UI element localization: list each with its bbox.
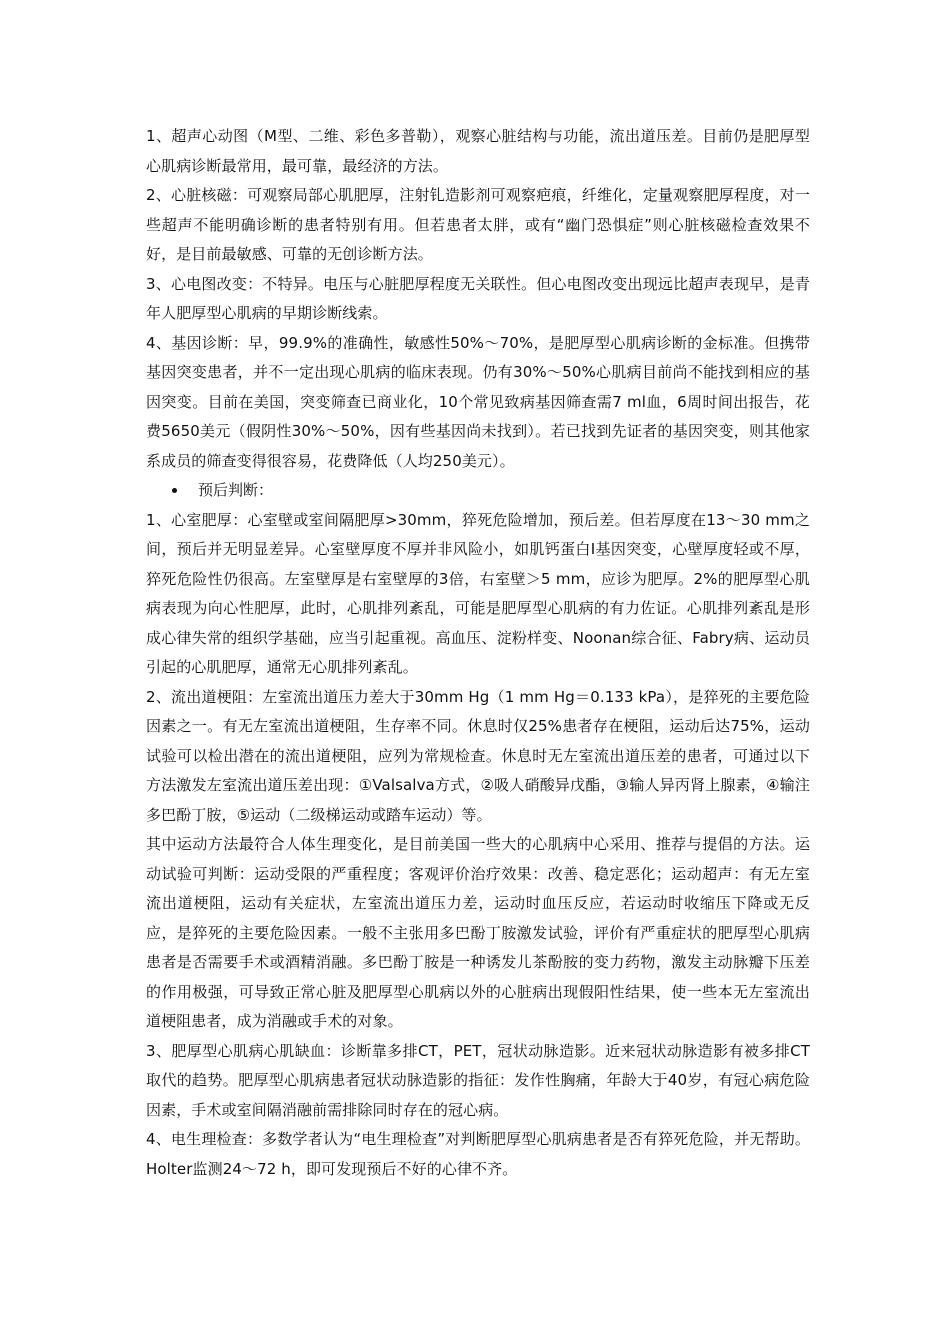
bullet-dot-icon [172,488,177,493]
paragraph-myocardial-ischemia: 3、肥厚型心肌病心肌缺血：诊断靠多排CT，PET，冠状动脉造影。近来冠状动脉造影有被多排CT取代的趋势。肥厚型心肌病患者冠状动脉造影的指征：发作性胸痛，年龄大于40岁，有冠心病危险因素，手术或室间隔消融前需排除同时存在的冠心病。 [146,1041,810,1119]
bullet-heading [146,476,810,506]
paragraph-echocardiography: 1、超声心动图（M型、二维、彩色多普勒），观察心脏结构与功能，流出道压差。目前仍是肥厚型心肌病诊断最常用，最可靠，最经济的方法。 [146,127,810,175]
paragraph-genetic-diagnosis: 4、基因诊断：早，99.9%的准确性，敏感性50%～70%，是肥厚型心肌病诊断的金标准。但携带基因突变患者，并不一定出现心肌病的临床表现。仍有30%～50%心肌病目前尚不能找到相应的基因突变。目前在美国，突变筛查已商业化，10个常见致病基因筛查需7 ml血，6周时间出报告，花费5650美元（假阴性30%～50%，因有些基因尚未找到）。若已找到先证者的基因突变，则其他家系成员的筛查变得很容易，花费降低（人均250美元）。 [146,333,810,470]
paragraph-ecg: 3、心电图改变：不特异。电压与心脏肥厚程度无关联性。但心电图改变出现远比超声表现早，是青年人肥厚型心肌病的早期诊断线索。 [146,274,810,322]
document-page [146,122,810,1184]
paragraph-ventricular-hypertrophy: 1、心室肥厚：心室壁或室间隔肥厚>30mm，猝死危险增加，预后差。但若厚度在13～30 mm之间，预后并无明显差异。心室壁厚度不厚并非风险小，如肌钙蛋白I基因突变，心壁厚度轻或不厚，猝死危险性仍很高。左室壁厚是右室壁厚的3倍，右室壁＞5 mm，应诊为肥厚。2%的肥厚型心肌病表现为向心性肥厚，此时，心肌排列紊乱，可能是肥厚型心肌病的有力佐证。心肌排列紊乱是形成心律失常的组织学基础，应当引起重视。高血压、淀粉样变、Noonan综合征、Fabry病、运动员引起的心肌肥厚，通常无心肌排列紊乱。 [146,510,810,676]
paragraph-cardiac-mri: 2、心脏核磁：可观察局部心肌肥厚，注射钆造影剂可观察疤痕，纤维化，定量观察肥厚程度，对一些超声不能明确诊断的患者特别有用。但若患者太胖，或有“幽门恐惧症”则心脏核磁检查效果不好，是目前最敏感、可靠的无创诊断方法。 [146,186,810,263]
paragraph-exercise-testing: 其中运动方法最符合人体生理变化，是目前美国一些大的心肌病中心采用、推荐与提倡的方法。运动试验可判断：运动受限的严重程度；客观评价治疗效果：改善、稳定恶化；运动超声：有无左室流出道梗阻，运动有关症状，左室流出道压力差，运动时血压反应，若运动时收缩压下降或无反应，是猝死的主要危险因素。一般不主张用多巴酚丁胺激发试验，评价有严重症状的肥厚型心肌病患者是否需要手术或酒精消融。多巴酚丁胺是一种诱发儿茶酚胺的变力药物，激发主动脉瓣下压差的作用极强，可导致正常心脏及肥厚型心肌病以外的心脏病出现假阳性结果，使一些本无左室流出道梗阻患者，成为消融或手术的对象。 [146,835,810,1030]
paragraph-outflow-obstruction: 2、流出道梗阻：左室流出道压力差大于30mm Hg（1 mm Hg＝0.133 kPa），是猝死的主要危险因素之一。有无左室流出道梗阻，生存率不同。休息时仅25%患者存在梗阻，运动后达75%，运动试验可以检出潜在的流出道梗阻，应列为常规检查。休息时无左室流出道压差的患者，可通过以下方法激发左室流出道压差出现：①Valsalva方式，②吸人硝酸异戊酯，③输人异丙肾上腺素，④输注多巴酚丁胺，⑤运动（二级梯运动或踏车运动）等。 [146,687,810,824]
bullet-heading-text: 预后判断： [198,481,274,499]
paragraph-electrophysiology: 4、电生理检查：多数学者认为“电生理检查”对判断肥厚型心肌病患者是否有猝死危险，并无帮助。Holter监测24～72 h，即可发现预后不好的心律不齐。 [146,1130,810,1178]
